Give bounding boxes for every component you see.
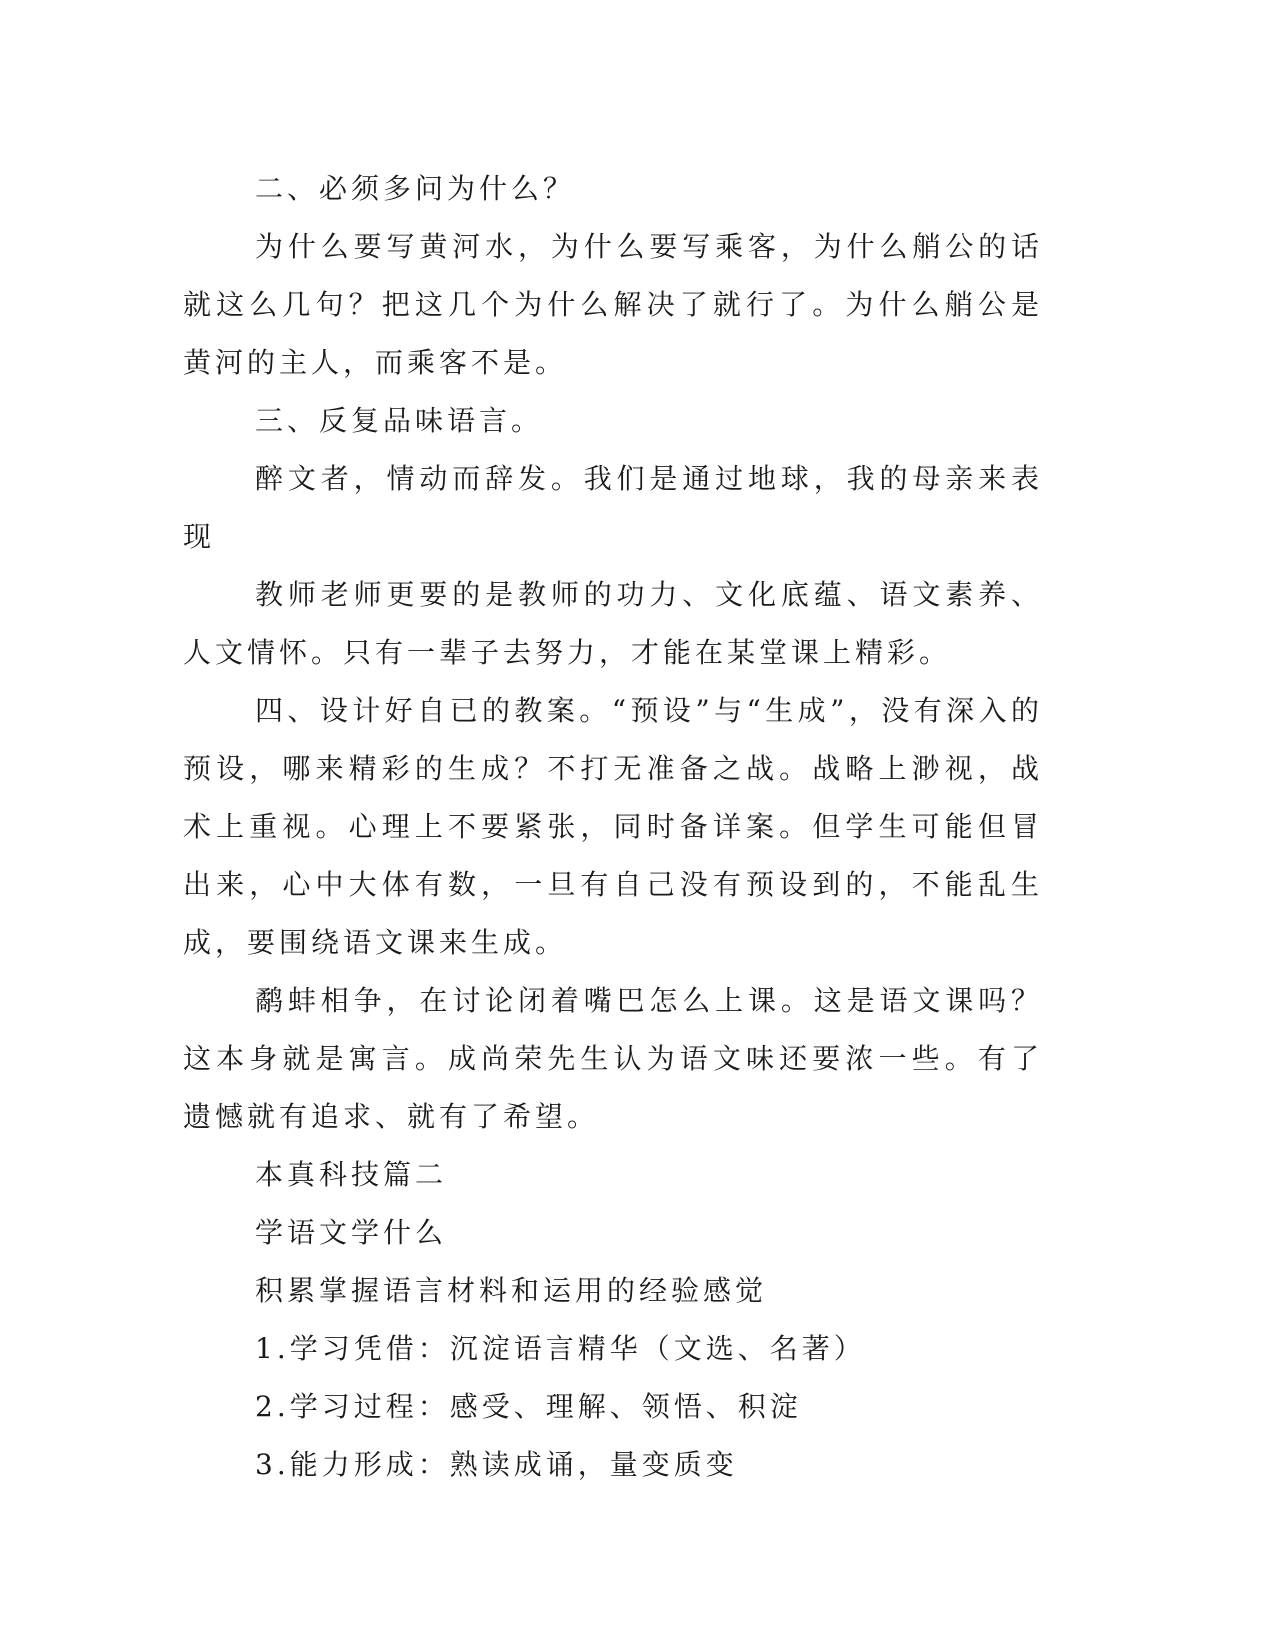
paragraph-emotion: 醉文者，情动而辞发。我们是通过地球，我的母亲来表现 — [183, 462, 1043, 553]
paragraph-teacher-skill: 教师老师更要的是教师的功力、文化底蕴、语文素养、人文情怀。只有一辈子去努力，才能在某堂课上精彩。 — [183, 578, 1043, 669]
document-body — [183, 160, 1043, 1494]
heading-savor-language: 三、反复品味语言。 — [255, 404, 544, 437]
line-accumulate: 积累掌握语言材料和运用的经验感觉 — [255, 1274, 768, 1307]
list-item-1: 1.学习凭借：沉淀语言精华（文选、名著） — [255, 1332, 866, 1365]
paragraph-fable: 鹬蚌相争，在讨论闭着嘴巴怎么上课。这是语文课吗？这本身就是寓言。成尚荣先生认为语文味还要浓一些。有了遗憾就有追求、就有了希望。 — [183, 984, 1043, 1133]
paragraph-lesson-plan: 四、设计好自已的教案。“预设”与“生成”，没有深入的预设，哪来精彩的生成？不打无准备之战。战略上渺视，战术上重视。心理上不要紧张，同时备详案。但学生可能但冒出来，心中大体有数，一旦有自己没有预设到的，不能乱生成，要围绕语文课来生成。 — [183, 694, 1043, 959]
subtitle-what-to-learn: 学语文学什么 — [255, 1216, 448, 1249]
section-title-part-two: 本真科技篇二 — [255, 1158, 448, 1191]
list-item-3: 3.能力形成：熟读成诵，量变质变 — [255, 1448, 738, 1481]
paragraph-why-questions: 为什么要写黄河水，为什么要写乘客，为什么艄公的话就这么几句？把这几个为什么解决了就行了。为什么艄公是黄河的主人，而乘客不是。 — [183, 230, 1043, 379]
heading-ask-why: 二、必须多问为什么？ — [255, 172, 576, 205]
list-item-2: 2.学习过程：感受、理解、领悟、积淀 — [255, 1390, 802, 1423]
